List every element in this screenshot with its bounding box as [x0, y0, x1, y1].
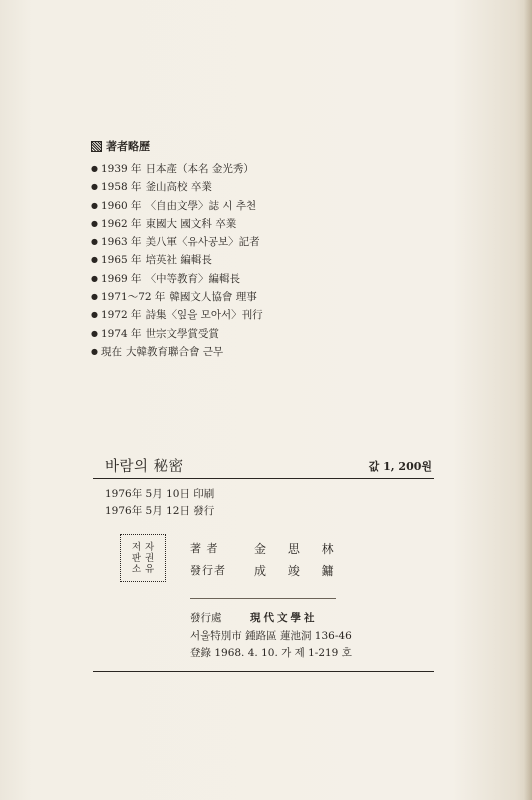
- bio-item: [91, 270, 451, 288]
- bullet-icon: ●: [91, 292, 98, 302]
- bio-year: 1962 年: [101, 217, 142, 230]
- bio-text: 詩集〈잎을 모아서〉刊行: [145, 309, 263, 322]
- square-marker-icon: [91, 141, 102, 152]
- stamp-char: 소: [131, 563, 141, 575]
- stamp-char: 유: [145, 563, 155, 575]
- printed-date: 1976年 5月 10日 印刷: [105, 488, 215, 500]
- bio-year: 1958 年: [101, 181, 142, 194]
- bio-item: [91, 197, 451, 215]
- bio-text: 培英社 編輯長: [145, 254, 212, 267]
- bio-year: 1965 年: [101, 254, 142, 267]
- bio-item: [91, 343, 451, 361]
- credit-role: 發行者: [190, 564, 226, 577]
- stamp-char: 권: [145, 552, 155, 564]
- bio-text: 釜山高校 卒業: [145, 181, 212, 194]
- bio-year: 1972 年: [101, 309, 142, 322]
- bio-year: 1974 年: [101, 327, 142, 340]
- middle-rule: [190, 598, 336, 599]
- bio-year: 1969 年: [101, 272, 142, 285]
- credit-name: 成 竣 鏞: [254, 563, 343, 578]
- bio-list: [91, 160, 451, 361]
- bullet-icon: ●: [91, 346, 98, 356]
- bio-item: [91, 233, 451, 251]
- copyright-stamp: [120, 534, 166, 582]
- bullet-icon: ●: [91, 164, 98, 173]
- bio-text: 世宗文學賞受賞: [145, 327, 220, 340]
- top-rule: [93, 478, 434, 479]
- stamp-char: 판: [131, 552, 141, 564]
- published-date: 1976年 5月 12日 發行: [105, 505, 215, 517]
- bio-year: 現在: [101, 345, 122, 358]
- bio-item: [91, 178, 451, 196]
- stamp-column-right: [145, 542, 154, 575]
- credits: [190, 537, 343, 581]
- bio-item: [91, 306, 451, 324]
- bio-year: 1963 年: [101, 236, 142, 249]
- bio-text: 美八軍〈유사공보〉記者: [145, 236, 260, 249]
- publisher-registration: 登錄 1968. 4. 10. 가 제 1-219 호: [190, 647, 352, 659]
- price: 값 1, 200원: [368, 460, 432, 473]
- stamp-char: 자: [145, 541, 155, 553]
- book-title: 바람의 秘密: [105, 459, 184, 475]
- page-edge-shadow: [524, 0, 532, 800]
- bullet-icon: ●: [91, 200, 98, 210]
- publisher-name: 現代文學社: [250, 612, 318, 624]
- bio-item: [91, 288, 451, 306]
- print-dates: [105, 486, 214, 520]
- stamp-column-left: [132, 542, 141, 575]
- bottom-rule: [93, 671, 434, 672]
- publisher-address: 서울特別市 鍾路區 蓮池洞 136-46: [190, 629, 352, 642]
- bullet-icon: ●: [91, 237, 98, 247]
- bio-title: 著者略歷: [106, 140, 150, 153]
- bio-heading: [91, 138, 451, 154]
- bio-year: 1960 年: [101, 199, 142, 212]
- credit-role: 著 者: [190, 542, 219, 555]
- publisher-label: 發行處: [190, 612, 222, 624]
- credit-row-author: [190, 537, 343, 559]
- bullet-icon: ●: [91, 328, 98, 338]
- credit-row-publisher: [190, 559, 343, 581]
- bullet-icon: ●: [91, 182, 98, 192]
- bullet-icon: ●: [91, 218, 98, 228]
- bio-text: 東國大 國文科 卒業: [145, 217, 237, 230]
- bio-text: 〈中等教育〉編輯長: [145, 272, 241, 285]
- bullet-icon: ●: [91, 255, 98, 265]
- bio-item: [91, 160, 451, 178]
- author-biography: [91, 138, 451, 361]
- bio-text: 日本產（本名 金光秀）: [145, 163, 254, 175]
- bio-item: [91, 325, 451, 343]
- stamp-char: 저: [131, 541, 141, 553]
- bio-item: [91, 215, 451, 233]
- credit-name: 金 思 林: [254, 541, 343, 556]
- bio-year: 1971～72 年: [101, 291, 166, 304]
- bio-text: 大韓教育聯合會 근무: [126, 345, 224, 358]
- bullet-icon: ●: [91, 310, 98, 320]
- bio-year: 1939 年: [101, 163, 142, 175]
- bio-text: 〈自由文學〉誌 시 추천: [145, 199, 257, 212]
- bio-item: [91, 251, 451, 269]
- bio-text: 韓國文人協會 理事: [169, 291, 257, 304]
- publisher-info: [190, 610, 352, 663]
- bullet-icon: ●: [91, 273, 98, 283]
